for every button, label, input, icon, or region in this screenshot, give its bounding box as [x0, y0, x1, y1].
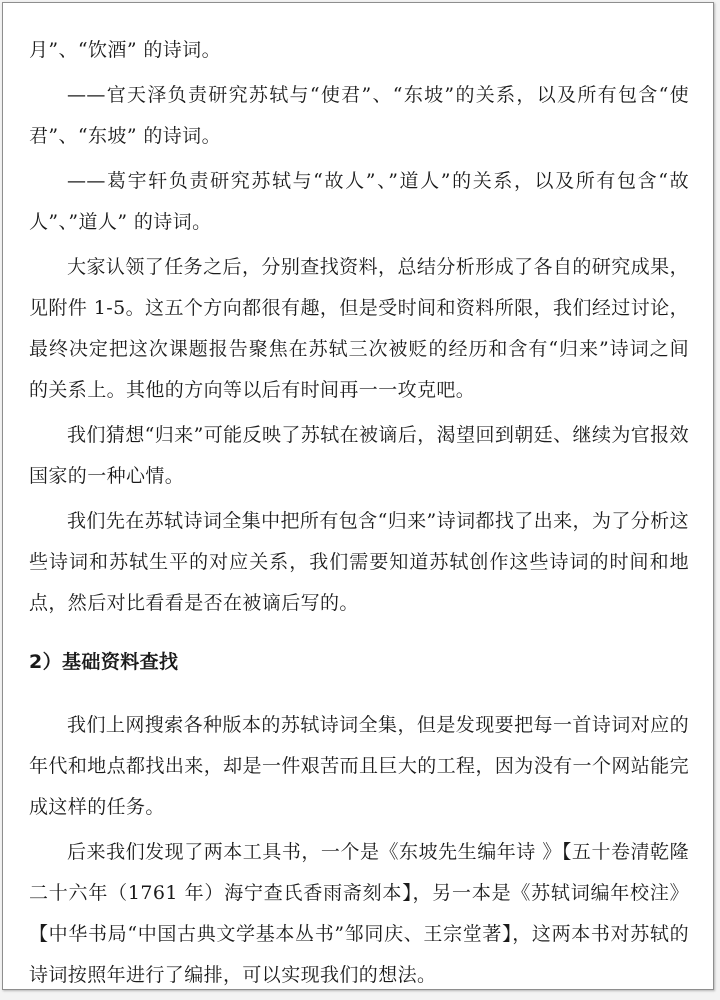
paragraph: 我们上网搜索各种版本的苏轼诗词全集，但是发现要把每一首诗词对应的年代和地点都找出来，却是一件艰苦而且巨大的工程，因为没有一个网站能完成这样的任务。	[29, 714, 689, 818]
document-body	[29, 30, 689, 1000]
paragraph: 后来我们发现了两本工具书，一个是《东坡先生编年诗 》【五十卷清乾隆二十六年（1761 年）海宁查氏香雨斋刻本】，另一本是《苏轼词编年校注》【中华书局“中国古典文学基本丛书”邹同庆、王宗堂著】，这两本书对苏轼的诗词按照年进行了编排，可以实现我们的想法。	[29, 841, 689, 986]
paragraph: ——官天泽负责研究苏轼与“使君”、“东坡”的关系，以及所有包含“使君”、“东坡” 的诗词。	[29, 84, 689, 147]
paragraph: 大家认领了任务之后，分别查找资料，总结分析形成了各自的研究成果，见附件 1-5。这五个方向都很有趣，但是受时间和资料所限，我们经过讨论，最终决定把这次课题报告聚焦在苏轼三次被贬的经历和含有“归来”诗词之间的关系上。其他的方向等以后有时间再一一攻克吧。	[29, 256, 689, 401]
paragraph: 我们猜想“归来”可能反映了苏轼在被谪后，渴望回到朝廷、继续为官报效国家的一种心情。	[29, 424, 689, 487]
document-page	[2, 2, 714, 990]
paragraph: 我们先在苏轼诗词全集中把所有包含“归来”诗词都找了出来，为了分析这些诗词和苏轼生平的对应关系，我们需要知道苏轼创作这些诗词的时间和地点，然后对比看看是否在被谪后写的。	[29, 510, 689, 614]
paragraph: ——葛宇轩负责研究苏轼与“故人”、”道人”的关系，以及所有包含“故人”、”道人” 的诗词。	[29, 170, 689, 233]
paragraph: 月”、“饮酒” 的诗词。	[29, 39, 221, 61]
section-heading: 2）基础资料查找	[29, 651, 179, 673]
